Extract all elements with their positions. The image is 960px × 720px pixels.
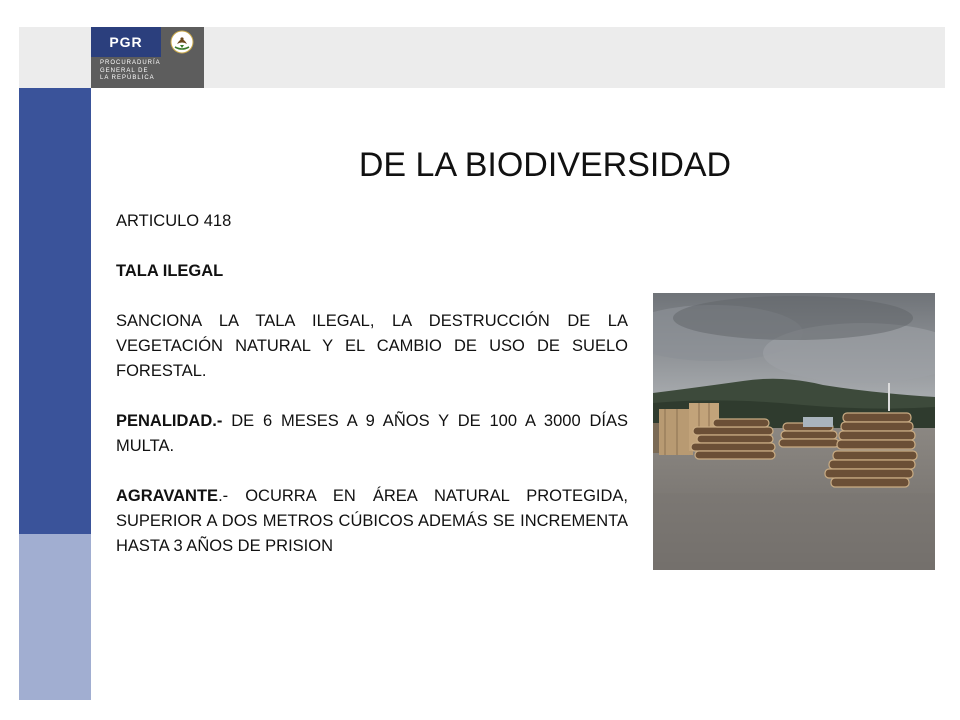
aggravating-paragraph bbox=[116, 484, 628, 559]
section-subtitle: TALA ILEGAL bbox=[116, 262, 224, 280]
aggravating-label: AGRAVANTE bbox=[116, 487, 219, 505]
logo-line-1: PROCURADURÍA bbox=[100, 60, 161, 66]
sidebar-light-bar bbox=[19, 534, 91, 700]
penalty-paragraph bbox=[116, 409, 628, 459]
logo-line-2: GENERAL DE bbox=[100, 67, 149, 74]
article-number: ARTICULO 418 bbox=[116, 212, 232, 230]
mexican-eagle-seal-icon bbox=[169, 30, 195, 54]
slide-title: DE LA BIODIVERSIDAD bbox=[358, 146, 732, 184]
sidebar-dark-bar bbox=[19, 88, 91, 534]
logo-line-3: LA REPÚBLICA bbox=[100, 75, 155, 81]
slide-body bbox=[116, 209, 628, 559]
sanction-paragraph: SANCIONA LA TALA ILEGAL, LA DESTRUCCIÓN DE LA VEGETACIÓN NATURAL Y EL CAMBIO DE USO DE SUELO FORESTAL. bbox=[116, 312, 628, 380]
logging-yard-photo bbox=[653, 293, 935, 570]
penalty-label: PENALIDAD.- bbox=[116, 412, 223, 430]
logo-abbreviation: PGR bbox=[91, 27, 161, 57]
penalty-text: DE 6 MESES A 9 AÑOS Y DE 100 A 3000 DÍAS MULTA. bbox=[116, 412, 628, 455]
aggravating-text: .- OCURRA EN ÁREA NATURAL PROTEGIDA, SUPERIOR A DOS METROS CÚBICOS ADEMÁS SE INCREMENTA HASTA 3 AÑOS DE PRISION bbox=[116, 487, 628, 555]
logo-subtitle bbox=[100, 60, 200, 83]
pgr-logo bbox=[91, 27, 204, 88]
